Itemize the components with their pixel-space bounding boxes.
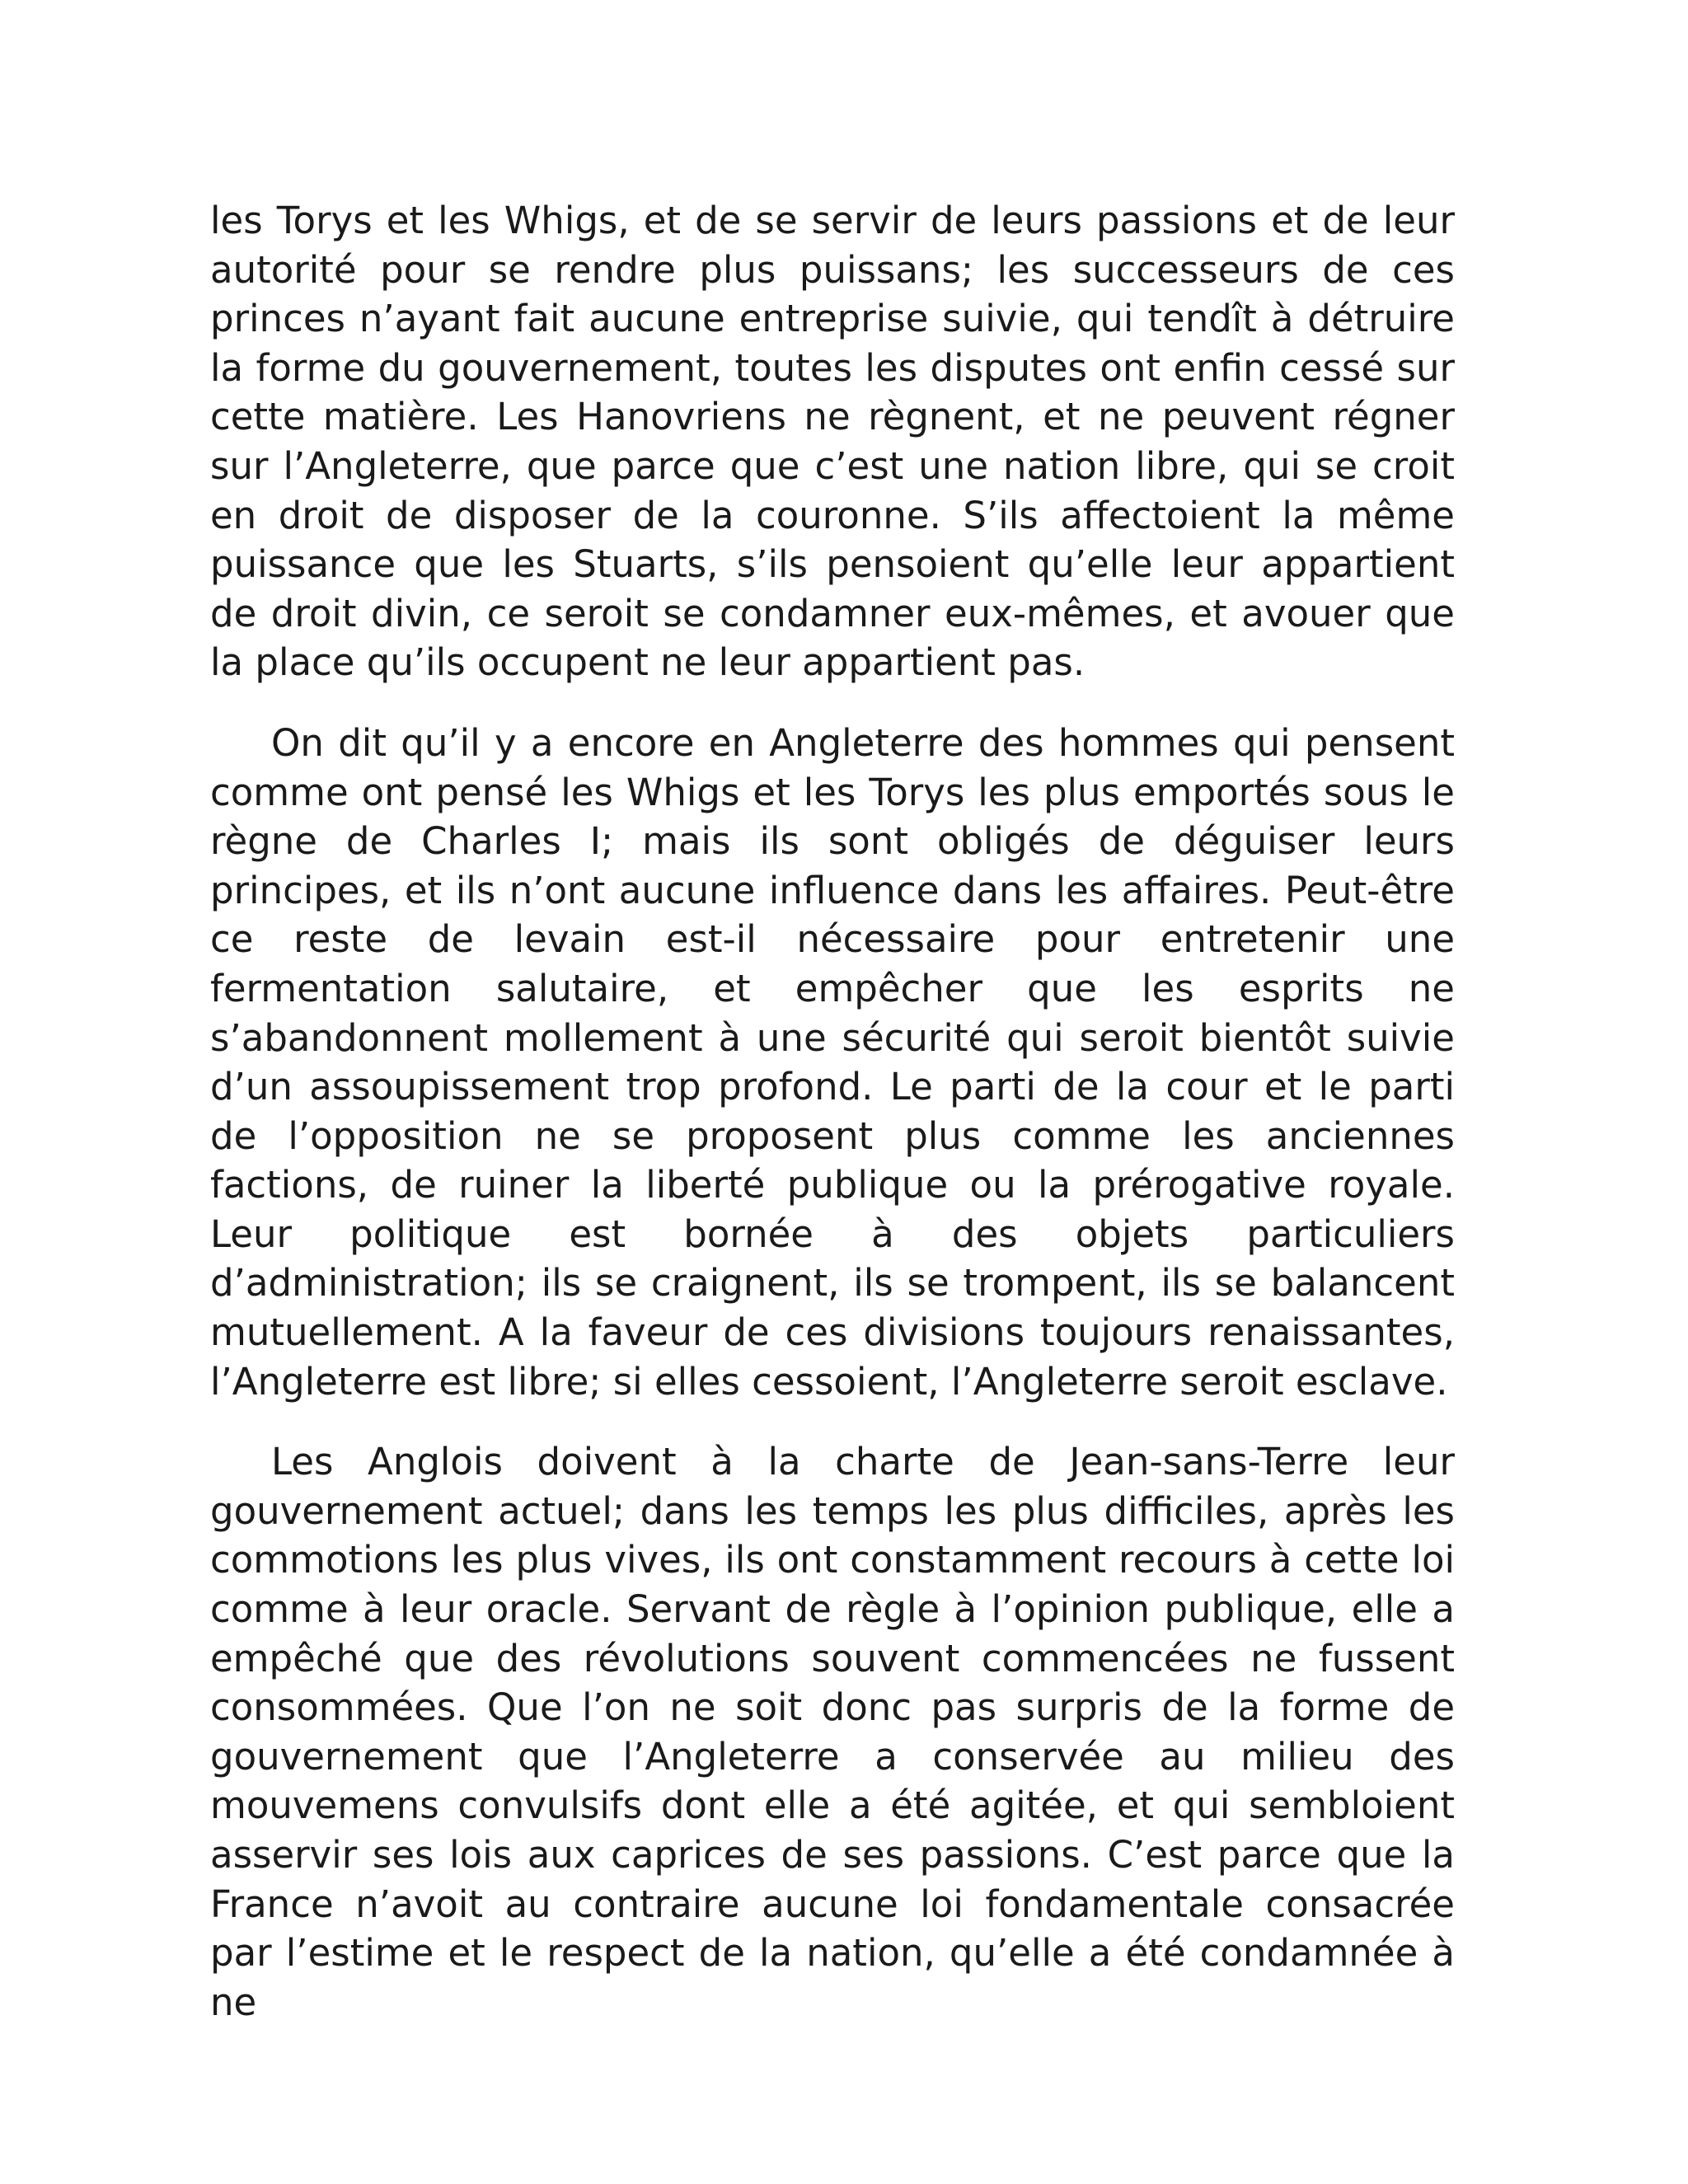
paragraph-3: Les Anglois doivent à la charte de Jean-sans-Terre leur gouvernement actuel; dans les temps les plus difficiles, après les commotions les plus vives, ils ont constamment recours à cette loi comme à leur oracle. Servant de règle à l’opinion publique, elle a empêché que des révolutions souvent commencées ne fussent consommées. Que l’on ne soit donc pas surpris de la forme de gouvernement que l’Angleterre a conservée au milieu des mouvemens convulsifs dont elle a été agitée, et qui sembloient asservir ses lois aux caprices de ses passions. C’est parce que la France n’avoit au contraire aucune loi fondamentale consacrée par l’estime et le respect de la nation, qu’elle a été condamnée à ne <box>210 1440 1455 2024</box>
paragraph-1: les Torys et les Whigs, et de se servir de leurs passions et de leur autorité pour se rendre plus puissans; les successeurs de ces princes n’ayant fait aucune entreprise suivie, qui tendît à détruire la forme du gouvernement, toutes les disputes ont enfin cessé sur cette matière. Les Hanovriens ne règnent, et ne peuvent régner sur l’Angleterre, que parce que c’est une nation libre, qui se croit en droit de disposer de la couronne. S’ils affectoient la même puissance que les Stuarts, s’ils pensoient qu’elle leur appartient de droit divin, ce seroit se condamner eux-mêmes, et avouer que la place qu’ils occupent ne leur appartient pas. <box>210 199 1455 685</box>
body-text <box>210 196 1455 2027</box>
paragraph-2: On dit qu’il y a encore en Angleterre des hommes qui pensent comme ont pensé les Whigs et les Torys les plus emportés sous le règne de Charles I; mais ils sont obligés de déguiser leurs principes, et ils n’ont aucune influence dans les affaires. Peut-être ce reste de levain est-il nécessaire pour entretenir une fermentation salutaire, et empêcher que les esprits ne s’abandonnent mollement à une sécurité qui seroit bientôt suivie d’un assoupissement trop profond. Le parti de la cour et le parti de l’opposition ne se proposent plus comme les anciennes factions, de ruiner la liberté publique ou la prérogative royale. Leur politique est bornée à des objets particuliers d’administration; ils se craignent, ils se trompent, ils se balancent mutuellement. A la faveur de ces divisions toujours renaissantes, l’Angleterre est libre; si elles cessoient, l’Angleterre seroit esclave. <box>210 720 1455 1404</box>
